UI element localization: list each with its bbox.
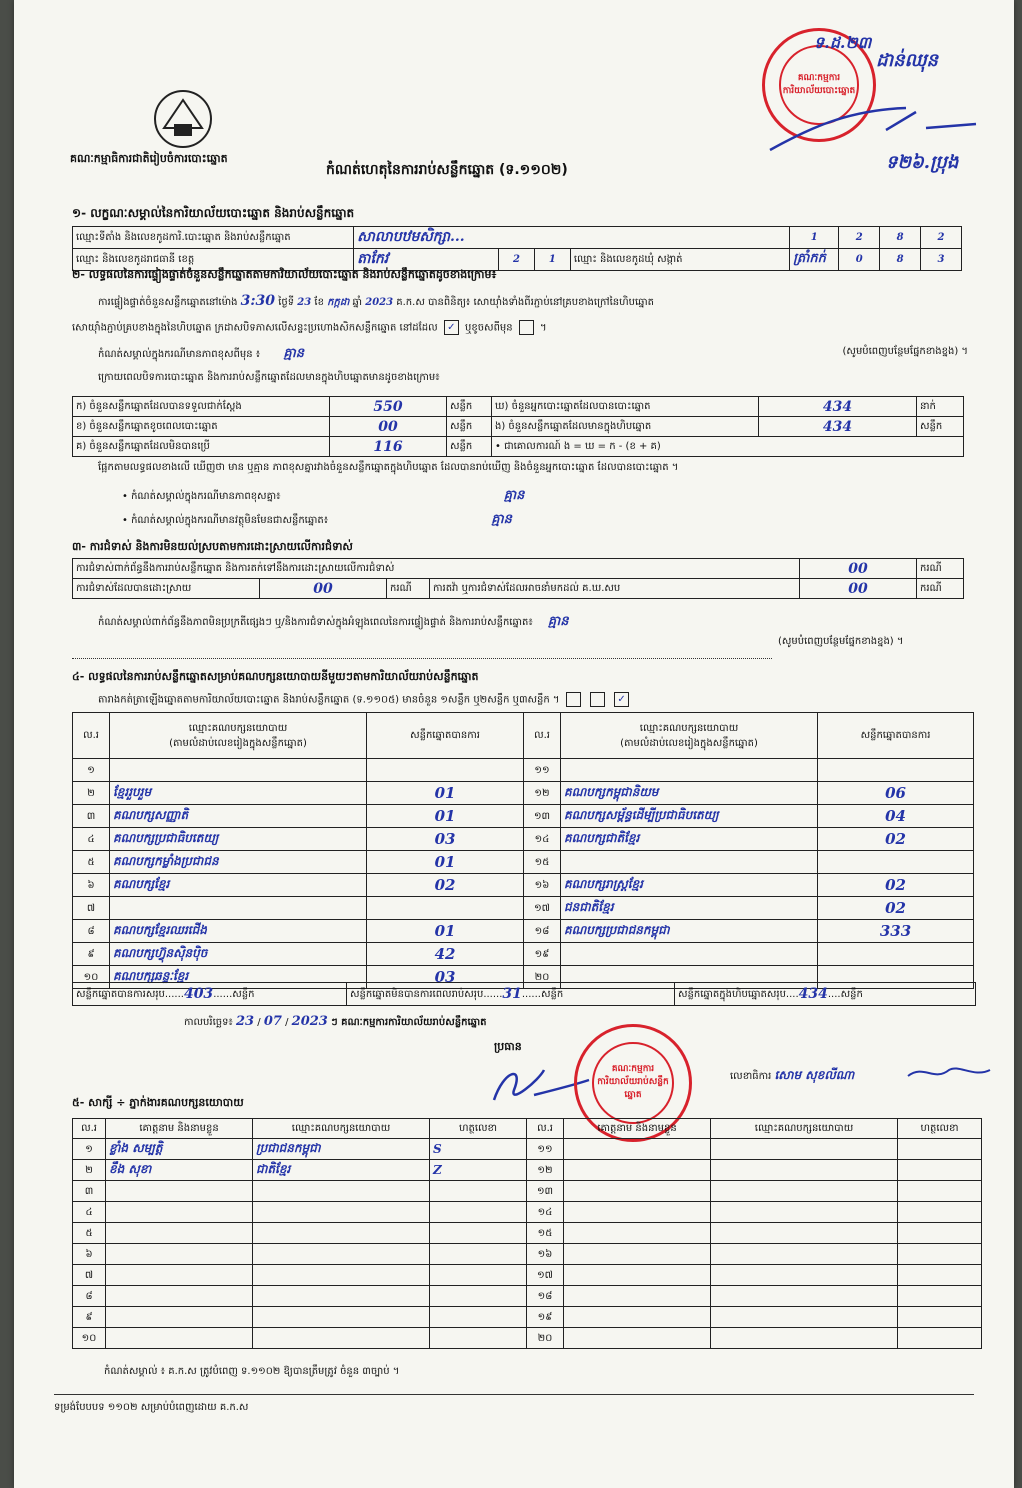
two-sheet-checkbox[interactable]: [590, 692, 605, 707]
s2-bullet2: • កំណត់សម្គាល់ក្នុងករណីមានវត្ថុមិនមែនជាសន្លឹកឆ្នោត៖ គ្មាន: [122, 512, 512, 527]
s5-party: [253, 1328, 430, 1349]
s4-votes: 06: [818, 782, 974, 805]
s4-party: គណបក្សប្រជាជនកម្ពុជា: [561, 920, 818, 943]
s5-name: [564, 1244, 711, 1265]
s3-row3-label: ការតវ៉ា ឬការជំទាស់ដែលអាចនាំមកដល់ គ.ឃ.សប: [430, 579, 800, 599]
s1-code-digit: 8: [880, 227, 921, 249]
total-valid: សន្លឹកឆ្នោតបានការសរុប ...... 403 ...... សន្លឹក: [73, 983, 347, 1005]
s4-no: ៩: [73, 943, 110, 966]
s5-party: ជាតិខ្មែរ: [253, 1160, 430, 1181]
s5-no: ៨: [73, 1286, 106, 1307]
s4-no: ៥: [73, 851, 110, 874]
s2-row-label2: ង) ចំនួនសន្លឹកឆ្នោតដែលមានក្នុងហិបឆ្នោត: [492, 417, 759, 437]
s5-party: [711, 1307, 898, 1328]
s4-party: គណបក្សកម្ពុជានិយម: [561, 782, 818, 805]
table-row: [73, 1223, 982, 1244]
table-row: [73, 1139, 982, 1160]
s2-note-value: គ្មាន: [283, 346, 304, 361]
section2-title: ២- លទ្ធផលនៃការផ្ទៀងផ្ទាត់ចំនួនសន្លឹកឆ្នោតតាមការិយាល័យបោះឆ្នោត និងរាប់សន្លឹកឆ្នោតដូចខាងក្រោម៖: [72, 268, 497, 281]
s1-code-digit: 2: [921, 227, 962, 249]
nec-emblem-icon: [152, 88, 214, 150]
s5-sign: [898, 1181, 982, 1202]
s4-no: ១០: [73, 966, 110, 989]
s5-witness-body: [73, 1139, 982, 1349]
total-valid-value: 403: [183, 986, 214, 1002]
changed-checkbox[interactable]: [519, 320, 534, 335]
s2-row-label2: ឃ) ចំនួនអ្នកបោះឆ្នោតដែលបានបោះឆ្នោត: [492, 397, 759, 417]
s4-votes: 02: [818, 874, 974, 897]
s5-no: ១៧: [527, 1265, 564, 1286]
s4-no: ១២: [524, 782, 561, 805]
s5-party: [711, 1181, 898, 1202]
s5-sign: [898, 1265, 982, 1286]
date-year: 2023: [291, 1014, 328, 1029]
s5-sign: Z: [430, 1160, 527, 1181]
s5-no: ១៦: [527, 1244, 564, 1265]
s4-votes: 03: [367, 966, 524, 989]
s2-check-line1: ការផ្ទៀងផ្ទាត់ចំនួនសន្លឹកឆ្នោតនៅម៉ោង 3:30 ថ្ងៃទី 23 ខែ កក្កដា ឆ្នាំ 2023 គ.ក.ស បានពិនិត្យ៖ សោយ៉ាំងទាំងពីរភ្ជាប់នៅគ្របខាងក្រៅនៃហិបឆ្នោត: [98, 293, 655, 309]
s5-h-sign: ហត្ថលេខា: [898, 1119, 982, 1139]
s3-table: [72, 558, 964, 599]
s2-row-value2: 434: [759, 397, 917, 417]
s3-note: កំណត់សម្គាល់ពាក់ព័ន្ធនឹងភាពមិនប្រក្រតីផ្សេងៗ ឬ/និងការជំទាស់ក្នុងអំឡុងពេលនៃការផ្ទៀងផ្ទាត់ និងការរាប់សន្លឹកឆ្នោត៖ គ្មាន: [98, 614, 569, 629]
s3-row3-unit: ករណី: [917, 579, 964, 599]
s4-party: ខ្មែររួបរួម: [110, 782, 367, 805]
s1-code-digit: 1: [790, 227, 839, 249]
s5-sign: [898, 1244, 982, 1265]
s5-sign: [430, 1265, 527, 1286]
s5-name: [106, 1223, 253, 1244]
s2-row-label: ក) ចំនួនសន្លឹកឆ្នោតដែលបានទទួលជាក់ស្តែង: [73, 397, 330, 417]
chair-label: ប្រធាន: [494, 1040, 522, 1053]
s5-party: [253, 1223, 430, 1244]
three-sheet-checkbox[interactable]: ✓: [614, 692, 629, 707]
s2-bullet1: • កំណត់សម្គាល់ក្នុងករណីមានភាពខុសគ្នា៖ គ្មាន: [122, 488, 525, 503]
date-day: 23: [236, 1014, 255, 1029]
s5-party: [711, 1223, 898, 1244]
s4-party: [110, 897, 367, 920]
s5-party: [711, 1328, 898, 1349]
s4-no: ១: [73, 759, 110, 782]
s5-no: ៥: [73, 1223, 106, 1244]
s5-party: [253, 1265, 430, 1286]
s4-h-votes: សន្លឹកឆ្នោតបានការ: [818, 713, 974, 759]
s4-no: ១៩: [524, 943, 561, 966]
s5-sign: [430, 1223, 527, 1244]
s4-party: គណបក្សសម្ព័ន្ធដើម្បីប្រជាធិបតេយ្យ: [561, 805, 818, 828]
s2-row-label: ខ) ចំនួនសន្លឹកឆ្នោតខូចពេលបោះឆ្នោត: [73, 417, 330, 437]
secretary-line: លេខាធិការ សោម សុខលីណា: [730, 1068, 855, 1082]
s5-no: ១៩: [527, 1307, 564, 1328]
s2-intro: ក្រោយពេលបិទការបោះឆ្នោត និងការរាប់សន្លឹកឆ្នោតដែលមានក្នុងហិបឆ្នោតមានដូចខាងក្រោម៖: [98, 372, 440, 383]
table-row: [73, 1202, 982, 1223]
s4-no: ២០: [524, 966, 561, 989]
table-row: [73, 851, 974, 874]
s2-row-unit2: នាក់: [917, 397, 964, 417]
s2-bullet1-value: គ្មាន: [503, 488, 525, 503]
s3-dotted-line: [72, 658, 772, 659]
s5-name: [564, 1202, 711, 1223]
s5-sign: S: [430, 1139, 527, 1160]
s5-no: ៦: [73, 1244, 106, 1265]
s5-party: [711, 1286, 898, 1307]
s5-party: [253, 1307, 430, 1328]
s3-row2-unit: ករណី: [387, 579, 430, 599]
s4-sub: តារាងកត់ត្រាឡើងឆ្នោតតាមការិយាល័យបោះឆ្នោត និងរាប់សន្លឹកឆ្នោត (ទ.១១០៥) មានចំនួន ១សន្លឹក ឬ២សន្លឹក ឬ៣សន្លឹក ។ ✓: [98, 692, 632, 707]
s4-h-no: ល.រ: [524, 713, 561, 759]
s5-name: [564, 1181, 711, 1202]
s4-no: ៧: [73, 897, 110, 920]
s4-h-party: ឈ្មោះគណបក្សនយោបាយ (តាមលំដាប់លេខរៀងក្នុងសន្លឹកឆ្នោត): [110, 713, 367, 759]
total-ballots: សន្លឹកឆ្នោតក្នុងហិបឆ្នោតសរុប .... 434 .... សន្លឹក: [678, 986, 863, 1002]
s4-no: ៦: [73, 874, 110, 897]
s2-note-line: កំណត់សម្គាល់ក្នុងករណីមានភាពខុសពីមុន ៖ គ្មាន (សូមបំពេញបន្ថែមផ្នែកខាងខ្នង) ។: [98, 346, 968, 361]
s3-note-value: គ្មាន: [547, 614, 569, 629]
secretary-name: សោម សុខលីណា: [774, 1068, 855, 1082]
s2-check-line2: សោយ៉ាំងភ្ជាប់គ្របខាងក្នុងនៃហិបឆ្នោត ក្រដាសបិទភាសលើសន្ទះប្រហោងសិកសន្លឹកឆ្នោត នៅដដែល ✓ ឬខូចសពីមុន ។: [72, 322, 547, 334]
s5-sign: [430, 1286, 527, 1307]
s4-h-party: ឈ្មោះគណបក្សនយោបាយ (តាមលំដាប់លេខរៀងក្នុងសន្លឹកឆ្នោត): [561, 713, 818, 759]
s4-no: ១៣: [524, 805, 561, 828]
s5-sign: [898, 1223, 982, 1244]
date-month: 07: [263, 1014, 282, 1029]
form-footer: ទម្រង់បែបបទ ១១០២ សម្រាប់បំពេញដោយ គ.ក.ស: [54, 1402, 249, 1413]
s4-date-line: កាលបរិច្ឆេទ៖ 23 / 07 / 2023 ៗ គណៈកម្មការការិយាល័យរាប់សន្លឹកឆ្នោត: [184, 1014, 487, 1029]
s5-no: ១២: [527, 1160, 564, 1181]
s2-day: 23: [297, 297, 312, 308]
s5-h-sign: ហត្ថលេខា: [430, 1119, 527, 1139]
top-handwritten-note: ទ.ដ.២៣: [814, 33, 872, 52]
s5-party: [253, 1202, 430, 1223]
s4-no: ៤: [73, 828, 110, 851]
s1-commune-value: ត្រាំកក់: [790, 249, 839, 271]
s4-votes: [818, 851, 974, 874]
s4-votes: [818, 759, 974, 782]
s5-sign: [898, 1202, 982, 1223]
s4-party: គណបក្សខ្មែរ: [110, 874, 367, 897]
s5-no: ៤: [73, 1202, 106, 1223]
s5-name: [564, 1286, 711, 1307]
table-row: [73, 828, 974, 851]
table-row: [73, 1181, 982, 1202]
s4-votes: [818, 943, 974, 966]
s5-name: ខ្លាំង សម្បត្តិ: [106, 1139, 253, 1160]
s5-no: ៩: [73, 1307, 106, 1328]
top-code-text: ទ២៦.ប្រុង: [886, 152, 959, 173]
s5-name: [106, 1202, 253, 1223]
s4-votes: 02: [818, 897, 974, 920]
s5-name: [106, 1286, 253, 1307]
table-row: [73, 1307, 982, 1328]
s4-party: គណបក្សខ្មែរឈរជើង: [110, 920, 367, 943]
s5-name: ខឹង សុខា: [106, 1160, 253, 1181]
s5-h-no: ល.រ: [527, 1119, 564, 1139]
s5-party: [253, 1286, 430, 1307]
s5-party: [711, 1265, 898, 1286]
s5-name: [564, 1307, 711, 1328]
s2-row-value: 550: [330, 397, 447, 417]
top-signature-text: ដាន់ឈុន: [876, 50, 938, 71]
s5-name: [564, 1223, 711, 1244]
s5-name: [106, 1181, 253, 1202]
table-row: [73, 874, 974, 897]
s5-name: [564, 1328, 711, 1349]
s5-sign: [898, 1139, 982, 1160]
s2-row-unit: សន្លឹក: [447, 417, 492, 437]
section3-title: ៣- ការជំទាស់ និងការមិនយល់ស្របតាមការដោះស្រាយលើការជំទាស់: [72, 540, 353, 553]
unchanged-checkbox[interactable]: ✓: [444, 320, 459, 335]
s2-time: 3:30: [240, 293, 276, 309]
s2-row-label: គ) ចំនួនសន្លឹកឆ្នោតដែលមិនបានប្រើ: [73, 437, 330, 457]
s5-no: ១៣: [527, 1181, 564, 1202]
total-ballots-value: 434: [798, 986, 828, 1002]
table-row: [73, 1328, 982, 1349]
s4-votes: 02: [367, 874, 524, 897]
s5-name: [564, 1265, 711, 1286]
s5-h-name: គោត្តនាម និងនាមខ្លួន: [106, 1119, 253, 1139]
s5-party: [711, 1244, 898, 1265]
s5-sign: [430, 1202, 527, 1223]
s2-formula: • ជាគោលការណ៍ ង = ឃ = ក - (ខ + គ): [492, 437, 964, 457]
s5-name: [106, 1307, 253, 1328]
s4-party: គណបក្សប្រជាធិបតេយ្យ: [110, 828, 367, 851]
s3-row3-value: 00: [800, 579, 917, 599]
table-row: [73, 920, 974, 943]
s4-no: ៣: [73, 805, 110, 828]
s5-name: [564, 1139, 711, 1160]
s4-votes: 01: [367, 920, 524, 943]
s4-votes: 42: [367, 943, 524, 966]
s5-sign: [898, 1286, 982, 1307]
s4-no: ៨: [73, 920, 110, 943]
section1-title: ១- លក្ខណៈសម្គាល់នៃការិយាល័យបោះឆ្នោត និងរាប់សន្លឹកឆ្នោត: [72, 206, 355, 220]
s5-no: ១៨: [527, 1286, 564, 1307]
s5-sign: [430, 1244, 527, 1265]
s1-province-code: 1: [534, 249, 570, 271]
s4-results-body: [73, 759, 974, 989]
s5-no: ២០: [527, 1328, 564, 1349]
s3-row1-value: 00: [800, 559, 917, 579]
s5-h-party: ឈ្មោះគណបក្សនយោបាយ: [253, 1119, 430, 1139]
s1-province-value: តាកែវ: [354, 249, 499, 271]
s5-sign: [430, 1181, 527, 1202]
s5-sign: [898, 1328, 982, 1349]
s5-party: [711, 1202, 898, 1223]
s4-party: គណបក្សឆន្ទៈខ្មែរ: [110, 966, 367, 989]
footer-divider: [54, 1394, 974, 1395]
s4-party: គណបក្សរាស្ត្រខ្មែរ: [561, 874, 818, 897]
s4-no: ២: [73, 782, 110, 805]
s4-party: គណបក្សសញ្ញាតិ: [110, 805, 367, 828]
s4-h-no: ល.រ: [73, 713, 110, 759]
s2-discrepancy-line: ផ្អែកតាមលទ្ធផលខាងលើ ឃើញថា មាន ឬគ្មាន ភាពខុសគ្នារវាងចំនួនសន្លឹកឆ្នោតក្នុងហិបឆ្នោត ដែលបានរាប់ឃើញ និងចំនួនអ្នកបោះឆ្នោត ដែលបានបោះឆ្នោត ។: [98, 462, 679, 473]
section4-title: ៤- លទ្ធផលនៃការរាប់សន្លឹកឆ្នោតសម្រាប់គណបក្សនយោបាយនីមួយៗតាមការិយាល័យរាប់សន្លឹកឆ្នោត: [72, 670, 479, 683]
s4-party: គណបក្សជាតិខ្មែរ: [561, 828, 818, 851]
official-stamp-bottom: គណៈកម្មការការិយាល័យរាប់សន្លឹកឆ្នោត: [574, 1024, 692, 1142]
s5-no: ២: [73, 1160, 106, 1181]
s4-totals-row: [72, 982, 976, 1006]
s5-party: ប្រជាជនកម្ពុជា: [253, 1139, 430, 1160]
s4-party: [561, 851, 818, 874]
s5-h-name: គោត្តនាម និងនាមខ្លួន: [564, 1119, 711, 1139]
s2-bullet2-value: គ្មាន: [491, 512, 512, 527]
s5-no: ១៥: [527, 1223, 564, 1244]
s4-no: ១៨: [524, 920, 561, 943]
s1-province-code: 2: [499, 249, 535, 271]
s2-row-unit: សន្លឹក: [447, 437, 492, 457]
s5-no: ៣: [73, 1181, 106, 1202]
table-row: [73, 1244, 982, 1265]
s3-note-hint: (សូមបំពេញបន្ថែមផ្នែកខាងខ្នង) ។: [778, 636, 904, 647]
s4-votes: 01: [367, 851, 524, 874]
s4-results-table: [72, 712, 974, 989]
official-stamp-top: គណៈកម្មការការិយាល័យបោះឆ្នោត: [762, 28, 876, 142]
s4-party: [561, 759, 818, 782]
s4-votes: 01: [367, 805, 524, 828]
s5-name: [106, 1265, 253, 1286]
s5-sign: [898, 1307, 982, 1328]
s5-name: [564, 1160, 711, 1181]
s5-sign: [898, 1160, 982, 1181]
s4-no: ១៥: [524, 851, 561, 874]
s1-row1-label: ឈ្មោះទីតាំង និងលេខកូដការិ.បោះឆ្នោត និងរាប់សន្លឹកឆ្នោត: [73, 227, 354, 249]
s5-party: [253, 1181, 430, 1202]
s2-month: កក្កដា: [327, 297, 350, 308]
s5-party: [253, 1244, 430, 1265]
one-sheet-checkbox[interactable]: [566, 692, 581, 707]
s4-no: ១៧: [524, 897, 561, 920]
table-row: [73, 805, 974, 828]
s2-row-value2: 434: [759, 417, 917, 437]
s3-row2-label: ការជំទាស់ដែលបានដោះស្រាយ: [73, 579, 260, 599]
s5-name: [106, 1244, 253, 1265]
s1-commune-code: 0: [839, 249, 880, 271]
s4-votes: [367, 897, 524, 920]
s5-no: ១: [73, 1139, 106, 1160]
table-row: [73, 897, 974, 920]
s5-name: [106, 1328, 253, 1349]
s2-row-unit: សន្លឹក: [447, 397, 492, 417]
section1-table: [72, 226, 962, 271]
s5-no: ១០: [73, 1328, 106, 1349]
s3-row1-unit: ករណី: [917, 559, 964, 579]
s5-witness-table: [72, 1118, 982, 1349]
s4-no: ១១: [524, 759, 561, 782]
s2-row-value: 116: [330, 437, 447, 457]
s5-no: ៧: [73, 1265, 106, 1286]
s4-party: [110, 759, 367, 782]
s3-row2-value: 00: [260, 579, 387, 599]
s4-votes: 02: [818, 828, 974, 851]
table-row: [73, 1286, 982, 1307]
s5-party: [711, 1139, 898, 1160]
s4-votes: 03: [367, 828, 524, 851]
s4-votes: 333: [818, 920, 974, 943]
form-paper: [14, 0, 1014, 1488]
s4-no: ១៤: [524, 828, 561, 851]
section5-title: ៥- សាក្សី ÷ ភ្នាក់ងារគណបក្សនយោបាយ: [72, 1096, 244, 1109]
table-row: [73, 782, 974, 805]
secretary-signature: [904, 1060, 994, 1084]
s4-party: [561, 943, 818, 966]
total-invalid-value: 31: [502, 986, 522, 1002]
s2-row-value: 00: [330, 417, 447, 437]
s4-votes: [367, 759, 524, 782]
total-invalid: សន្លឹកឆ្នោតមិនបានការពេលរាប់សរុប ...... 31 ...... សន្លឹក: [347, 983, 675, 1005]
s1-row2-label: ឈ្មោះ និងលេខកូដរាជធានី ខេត្ត: [73, 249, 354, 271]
s4-no: ១៦: [524, 874, 561, 897]
s1-commune-label: ឈ្មោះ និងលេខកូដឃុំ សង្កាត់: [570, 249, 789, 271]
s1-code-digit: 2: [839, 227, 880, 249]
table-row: [73, 943, 974, 966]
s4-votes: 01: [367, 782, 524, 805]
org-name: គណៈកម្មាធិការជាតិរៀបចំការបោះឆ្នោត: [70, 152, 228, 165]
s5-footnote: កំណត់សម្គាល់ ៖ គ.ក.ស ត្រូវបំពេញ ទ.១១០២ ឱ្យបានត្រឹមត្រូវ ចំនួន ៣ច្បាប់ ។: [104, 1366, 400, 1377]
s5-no: ១១: [527, 1139, 564, 1160]
s2-row-unit2: សន្លឹក: [917, 417, 964, 437]
s4-votes: 04: [818, 805, 974, 828]
s4-party: ជនជាតិខ្មែរ: [561, 897, 818, 920]
s5-no: ១៤: [527, 1202, 564, 1223]
s5-party: [711, 1160, 898, 1181]
table-row: [73, 1265, 982, 1286]
s2-year: 2023: [365, 297, 394, 308]
s4-party: គណបក្សហ៊្វុនស៊ិនប៉ិច: [110, 943, 367, 966]
s5-h-no: ល.រ: [73, 1119, 106, 1139]
s4-h-votes: សន្លឹកឆ្នោតបានការ: [367, 713, 524, 759]
s1-commune-code: 8: [880, 249, 921, 271]
table-row: [73, 1160, 982, 1181]
s5-h-party: ឈ្មោះគណបក្សនយោបាយ: [711, 1119, 898, 1139]
s1-commune-code: 3: [921, 249, 962, 271]
s5-sign: [430, 1307, 527, 1328]
form-title: កំណត់ហេតុនៃការរាប់សន្លឹកឆ្នោត (ទ.១១០២): [326, 162, 568, 178]
s3-row1-label: ការជំទាស់ពាក់ព័ន្ធនឹងការរាប់សន្លឹកឆ្នោត និងការតក់ទៅនឹងការដោះស្រាយលើការជំទាស់: [73, 559, 800, 579]
s1-row1-value: សាលាបឋមសិក្សា...: [354, 227, 790, 249]
s2-counts-table: [72, 396, 964, 457]
s4-party: គណបក្សកម្លាំងប្រជាជន: [110, 851, 367, 874]
table-row: [73, 759, 974, 782]
s5-sign: [430, 1328, 527, 1349]
